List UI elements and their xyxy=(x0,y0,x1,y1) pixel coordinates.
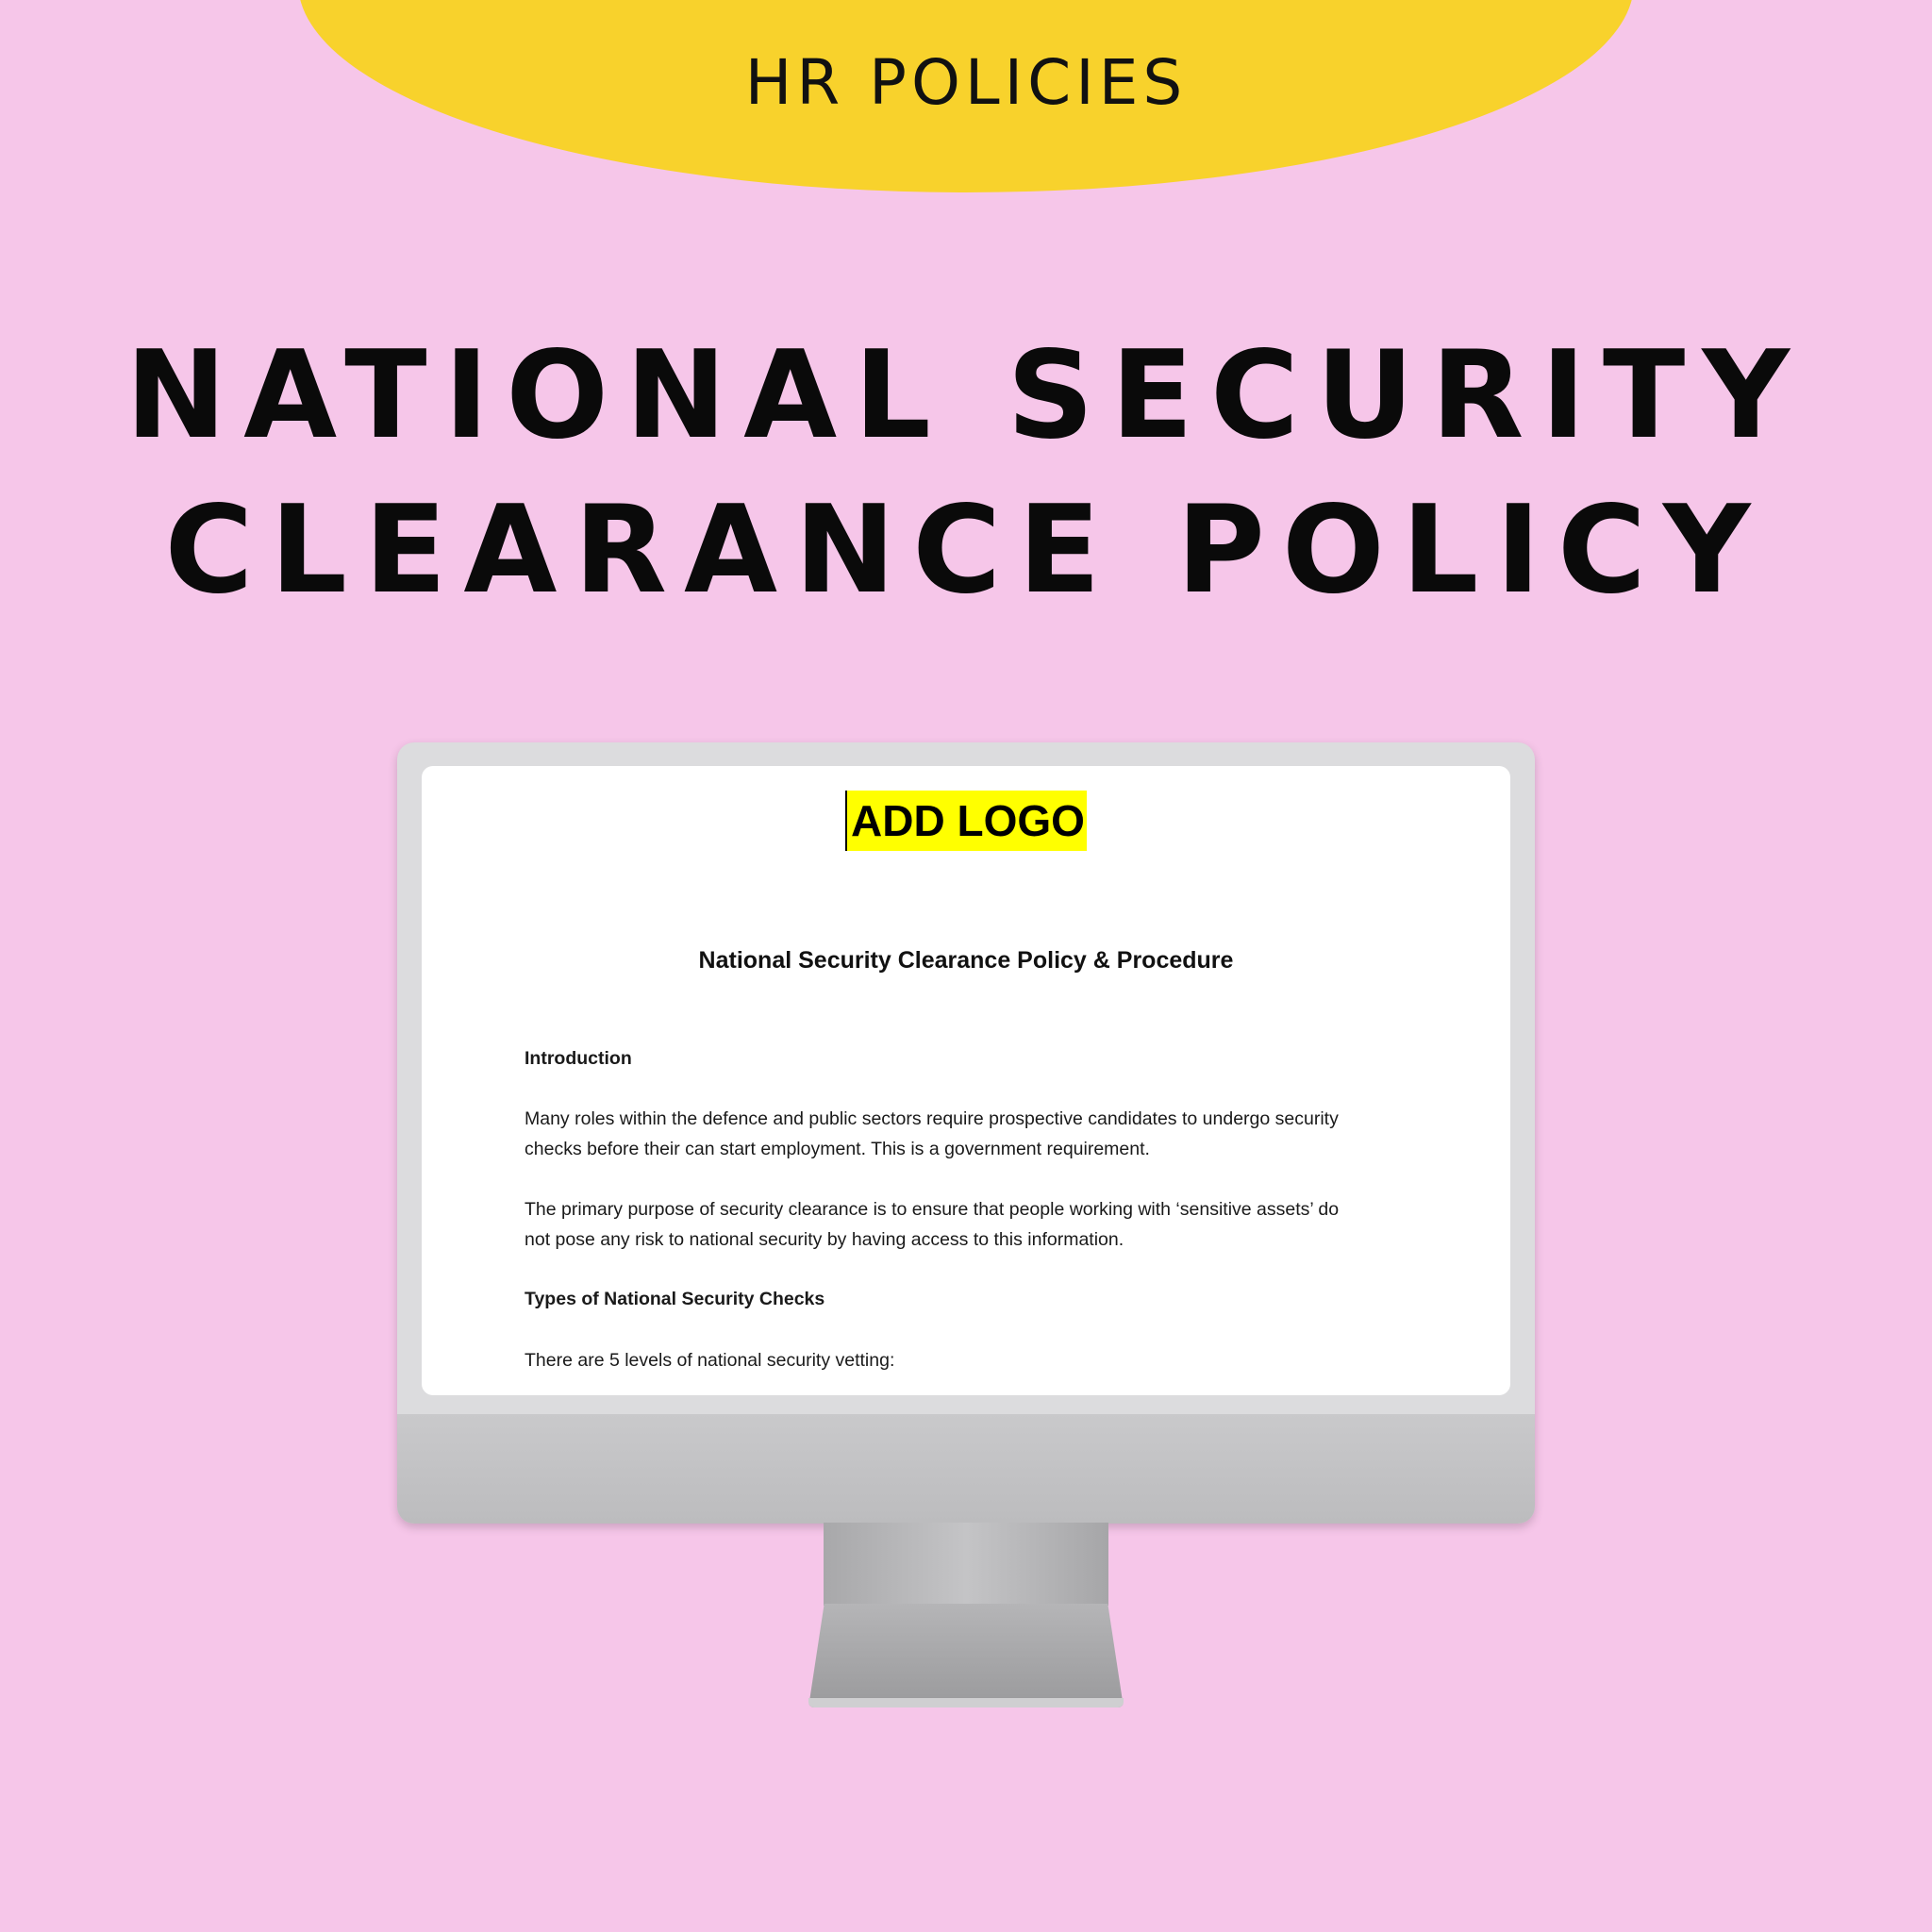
add-logo-placeholder[interactable]: ADD LOGO xyxy=(845,791,1087,851)
paragraph-1-line-1: Many roles within the defence and public sectors require prospective candidates to undergo security xyxy=(525,1108,1339,1129)
monitor-chin xyxy=(397,1414,1535,1524)
monitor-stand-base-edge xyxy=(808,1698,1124,1707)
paragraph-1-line-2: checks before their can start employment. This is a government requirement. xyxy=(525,1139,1150,1159)
section-heading-introduction: Introduction xyxy=(525,1048,632,1069)
document-title: National Security Clearance Policy & Procedure xyxy=(698,947,1234,974)
paragraph-3-line-1: There are 5 levels of national security vetting: xyxy=(525,1350,895,1371)
document-logo-area xyxy=(0,791,1932,851)
paragraph-2-line-1: The primary purpose of security clearance is to ensure that people working with ‘sensitive assets’ do xyxy=(525,1199,1340,1220)
headline-line-2: CLEARANCE POLICY xyxy=(164,480,1768,621)
category-label: HR POLICIES xyxy=(744,46,1188,119)
paragraph-2-line-2: not pose any risk to national security by having access to this information. xyxy=(525,1229,1124,1250)
monitor-stand-neck xyxy=(824,1523,1108,1606)
section-heading-types: Types of National Security Checks xyxy=(525,1289,825,1309)
monitor-stand-base xyxy=(808,1604,1124,1707)
headline-line-1: NATIONAL SECURITY xyxy=(125,325,1807,466)
